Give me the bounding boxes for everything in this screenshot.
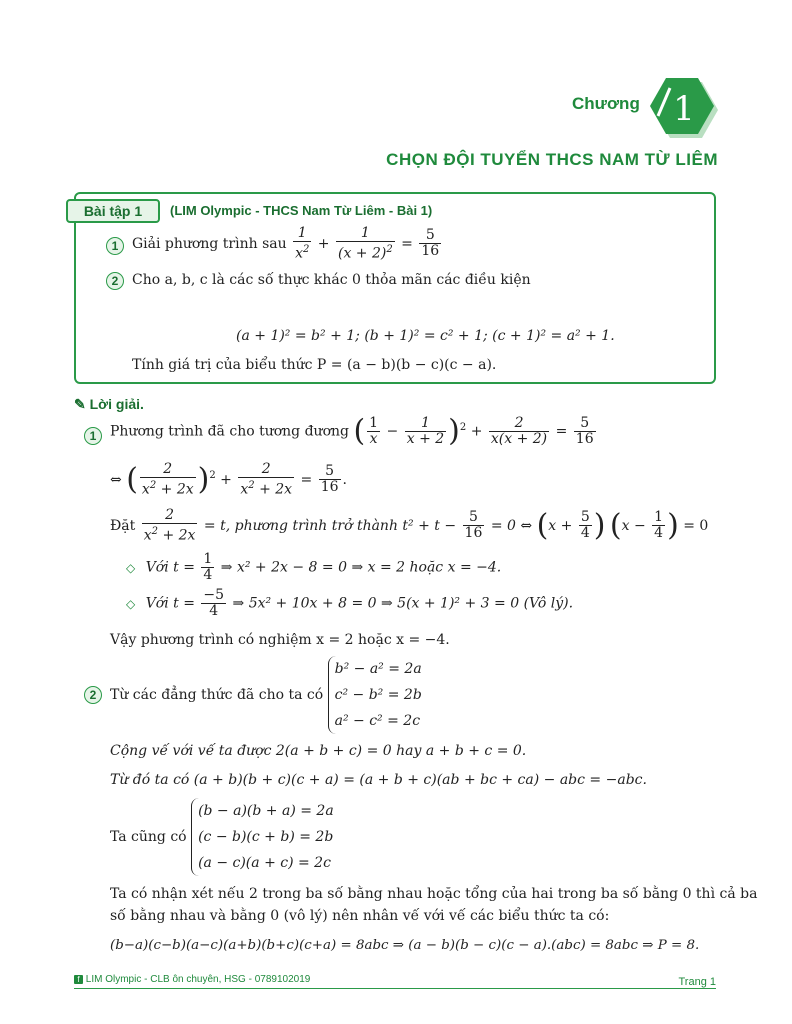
- diamond-bullet-icon: ◇: [126, 560, 136, 575]
- fraction: $\frac{1}{x + 2}$: [406, 415, 445, 447]
- solution-heading: [74, 396, 144, 413]
- s1-intro: Phương trình đã cho tương đương: [110, 423, 349, 440]
- part2-text: Cho a, b, c là các số thực khác 0 thỏa mãn các điều kiện: [132, 272, 531, 288]
- page-number: Trang 1: [678, 976, 716, 988]
- solution-step-2: [110, 656, 422, 734]
- s2-from: Từ đó ta có (a + b)(b + c)(c + a) = (a + b + c)(ab + bc + ca) − abc = −abc.: [110, 772, 647, 788]
- s1-case2-tail: ⇒ 5x² + 10x + 8 = 0 ⇒ 5(x + 1)² + 3 = 0 (Vô lý).: [232, 595, 574, 612]
- sys2-row: (c − b)(c + b) = 2b: [198, 829, 334, 845]
- sys1-row: a² − c² = 2c: [334, 713, 421, 729]
- fraction: $\frac{5}{16}$: [320, 463, 339, 496]
- footer-divider: [74, 988, 716, 989]
- solution-number-2: 2: [84, 686, 102, 704]
- equation-system-2: [191, 798, 334, 876]
- chapter-label: Chương: [572, 94, 640, 113]
- facebook-icon: f: [74, 975, 83, 984]
- fraction: $\frac{2}{x^2 + 2x}$: [143, 507, 196, 544]
- fraction: $\frac{1}{4}$: [654, 509, 664, 542]
- s2-intro: Từ các đẳng thức đã cho ta có: [110, 687, 324, 703]
- fraction: $\frac{1}{(x + 2)^2}$: [338, 225, 393, 262]
- part-number-1: 1: [106, 237, 124, 255]
- footer-left: [74, 974, 310, 985]
- fraction: $\frac{-5}{4}$: [203, 587, 225, 619]
- s2-also: Ta cũng có: [110, 829, 187, 845]
- hexagon-badge-icon: [648, 76, 720, 140]
- footer-left-text: LIM Olympic - CLB ôn chuyên, HSG - 0789102019: [85, 974, 311, 985]
- s1-case-prefix: Với t =: [145, 559, 195, 576]
- problem-tag: Bài tập 1: [66, 199, 160, 223]
- solution-case-2: [126, 588, 573, 619]
- fraction: $\frac{2}{x^2 + 2x}$: [240, 461, 293, 498]
- fraction: $\frac{1}{x}$: [369, 415, 379, 447]
- s1-dat-mid: = t, phương trình trở thành t² + t −: [203, 517, 457, 534]
- solution-step-1c: Đặt $\frac{2}{x^2 + 2x}$ = t, phương trình trở thành t² + t − $\frac{5}{16}$ = 0 ⇔ (x + $\frac{5}{4}$ ) (x − $\frac{1}{4}$ ) = 0: [110, 507, 709, 544]
- problem-box: [74, 192, 716, 384]
- diamond-bullet-icon: ◇: [126, 596, 136, 611]
- solution-step-2b: [110, 798, 334, 876]
- fraction: $\frac{5}{16}$: [464, 509, 483, 542]
- edit-icon: ✎: [74, 396, 86, 412]
- s2-sum: Cộng vế với vế ta được 2(a + b + c) = 0 hay a + b + c = 0.: [110, 743, 527, 759]
- s1-case-prefix-2: Với t =: [145, 595, 195, 612]
- sys2-row: (a − c)(a + c) = 2c: [198, 855, 331, 871]
- sys1-row: b² − a² = 2a: [334, 661, 422, 677]
- fraction: $\frac{5}{16}$: [575, 415, 594, 447]
- s2-remark-2: số bằng nhau và bằng 0 (vô lý) nên nhân vế với vế các biểu thức ta có:: [110, 908, 610, 924]
- problem-part-1: Giải phương trình sau $\frac{1}{x^2}$ + $\frac{1}{(x + 2)^2}$ = $\frac{5}{16}$: [132, 225, 440, 262]
- part1-text: Giải phương trình sau: [132, 235, 287, 252]
- solution-step-1: Phương trình đã cho tương đương ( $\frac{1}{x}$ − $\frac{1}{x + 2}$ )$^2$ + $\frac{2}{x(x + 2)}$ = $\frac{5}{16}$: [110, 413, 594, 449]
- sys1-row: c² − b² = 2b: [334, 687, 422, 703]
- solution-step-1b: ⇔ ( $\frac{2}{x^2 + 2x}$ )$^2$ + $\frac{2}{x^2 + 2x}$ = $\frac{5}{16}$ .: [110, 461, 347, 498]
- equation-system-1: [328, 656, 422, 734]
- fraction: $\frac{1}{4}$: [203, 551, 213, 583]
- solution-number-1: 1: [84, 427, 102, 445]
- part-number-2: 2: [106, 272, 124, 290]
- solution-case-1: [126, 552, 501, 583]
- sys2-row: (b − a)(b + a) = 2a: [198, 803, 334, 819]
- fraction: $\frac{1}{x^2}$: [295, 225, 310, 262]
- s1-conclusion: Vậy phương trình có nghiệm x = 2 hoặc x = −4.: [110, 632, 450, 648]
- fraction: $\frac{5}{16}$: [421, 227, 440, 260]
- solution-heading-text: Lời giải.: [89, 396, 144, 412]
- s1-case1-tail: ⇒ x² + 2x − 8 = 0 ⇒ x = 2 hoặc x = −4.: [220, 559, 502, 576]
- part2-condition: (a + 1)² = b² + 1; (b + 1)² = c² + 1; (c + 1)² = a² + 1.: [236, 328, 615, 344]
- fraction: $\frac{2}{x^2 + 2x}$: [141, 461, 194, 498]
- problem-source: (LIM Olympic - THCS Nam Từ Liêm - Bài 1): [170, 203, 433, 218]
- chapter-title: CHỌN ĐỘI TUYỂN THCS NAM TỪ LIÊM: [386, 150, 718, 169]
- chapter-number: 1: [673, 89, 695, 129]
- s2-final: (b−a)(c−b)(a−c)(a+b)(b+c)(c+a) = 8abc ⇒ (a − b)(b − c)(c − a).(abc) = 8abc ⇒ P = 8.: [110, 938, 700, 953]
- s2-remark-1: Ta có nhận xét nếu 2 trong ba số bằng nhau hoặc tổng của hai trong ba số bằng 0 thì cả ba: [110, 886, 758, 902]
- chapter-badge: [648, 76, 720, 140]
- s1-dat: Đặt: [110, 517, 136, 534]
- part2-question: Tính giá trị của biểu thức P = (a − b)(b − c)(c − a).: [132, 357, 497, 373]
- fraction: $\frac{5}{4}$: [580, 509, 590, 542]
- fraction: $\frac{2}{x(x + 2)}$: [490, 415, 548, 447]
